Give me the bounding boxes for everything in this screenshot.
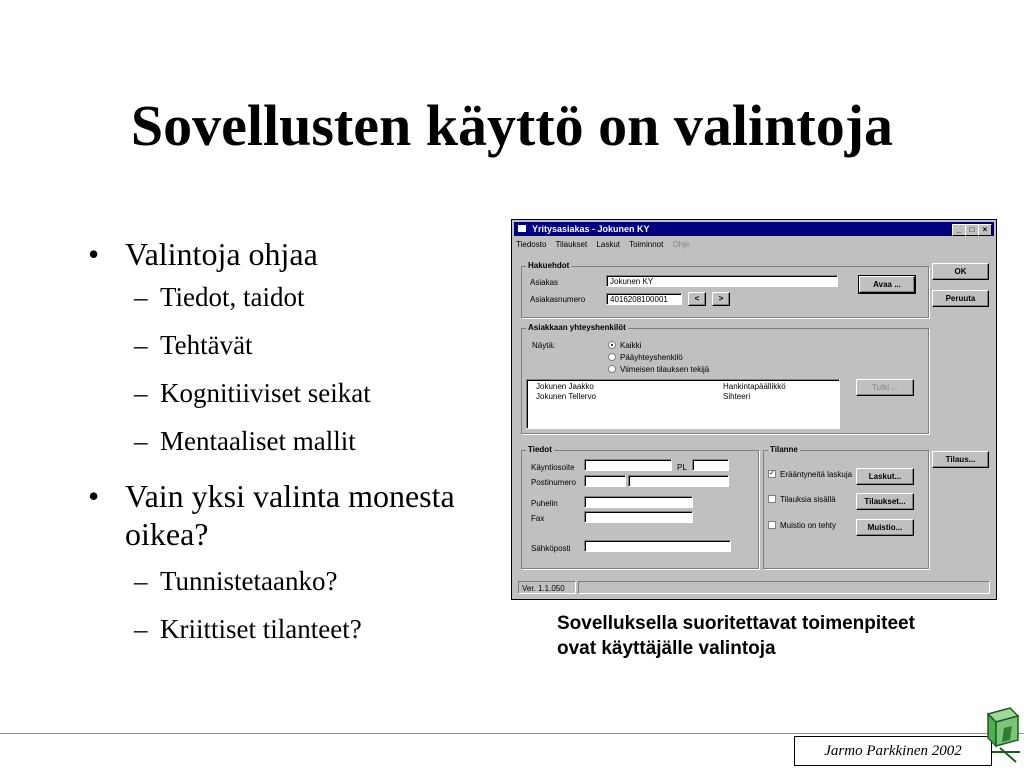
sub-bullet-text: Kriittiset tilanteet? xyxy=(160,614,362,644)
avaa-button[interactable]: Avaa ... xyxy=(859,276,915,293)
checkbox-label: Erääntyneitä laskuja xyxy=(780,470,853,479)
sub-bullet-item xyxy=(134,369,468,417)
bullet-item xyxy=(88,477,468,553)
dash-symbol: – xyxy=(134,330,148,360)
group-label: Tiedot xyxy=(528,445,552,454)
contact-name[interactable]: Jokunen Jaakko xyxy=(536,382,594,391)
minimize-button[interactable]: _ xyxy=(952,224,966,236)
fax-input[interactable] xyxy=(584,511,693,523)
sub-bullet-item xyxy=(134,321,468,369)
sub-bullet-text: Kognitiiviset seikat xyxy=(160,378,371,408)
radio-label: Viimeisen tilauksen tekijä xyxy=(620,365,710,374)
maximize-button[interactable]: □ xyxy=(965,224,979,236)
ok-button[interactable]: OK xyxy=(932,263,989,280)
dash-symbol: – xyxy=(134,614,148,644)
sub-bullet-text: Tehtävät xyxy=(160,330,253,360)
checkbox-label: Muistio on tehty xyxy=(780,521,837,530)
contact-role[interactable]: Hankintapäällikkö xyxy=(723,382,786,391)
pl-label: PL xyxy=(677,463,687,472)
tutki-button[interactable]: Tutki ... xyxy=(856,379,914,396)
bullet-symbol: • xyxy=(88,236,100,272)
window-title: Yritysasiakas - Jokunen KY xyxy=(532,224,650,234)
puhelin-label: Puhelin xyxy=(531,499,558,508)
contact-role[interactable]: Sihteeri xyxy=(723,392,751,401)
checkbox-label: Tilauksia sisällä xyxy=(780,495,836,504)
group-label: Tilanne xyxy=(770,445,798,454)
dash-symbol: – xyxy=(134,378,148,408)
sahkoposti-input[interactable] xyxy=(584,540,731,552)
contacts-list[interactable] xyxy=(526,379,840,429)
asiakas-input[interactable]: Jokunen KY xyxy=(606,275,838,287)
laskut-button[interactable]: Laskut... xyxy=(856,468,914,485)
fax-label: Fax xyxy=(531,514,545,523)
contact-name[interactable]: Jokunen Tellervo xyxy=(536,392,596,401)
status-panel xyxy=(578,581,990,594)
kayntiosoite-input[interactable] xyxy=(584,459,672,471)
asiakasnumero-label: Asiakasnumero xyxy=(530,295,586,304)
radio-kaikki[interactable] xyxy=(608,341,616,349)
dash-symbol: – xyxy=(134,426,148,456)
close-button[interactable]: × xyxy=(978,224,992,236)
menu-ohje[interactable]: Ohje xyxy=(672,240,690,249)
next-button[interactable]: > xyxy=(712,292,730,306)
puhelin-input[interactable] xyxy=(584,496,693,508)
footer-divider xyxy=(0,733,1024,734)
radio-paayhteyshenkilo[interactable] xyxy=(608,353,616,361)
bullet-item xyxy=(88,235,468,273)
bullet-list xyxy=(88,235,468,653)
postinumero-label: Postinumero xyxy=(531,478,576,487)
screenshot-caption: Sovelluksella suoritettavat toimenpiteet ovat käyttäjälle valintoja xyxy=(557,613,915,659)
postinumero-input[interactable] xyxy=(584,475,626,487)
tilaus-button[interactable]: Tilaus... xyxy=(932,451,989,468)
radio-label: Pääyhteyshenkilö xyxy=(620,353,683,362)
tilaukset-button[interactable]: Tilaukset... xyxy=(856,493,914,510)
peruuta-button[interactable]: Peruuta xyxy=(932,290,989,307)
eraantyneita-checkbox[interactable]: ✓ xyxy=(769,470,775,477)
sub-bullet-text: Tunnistetaanko? xyxy=(160,566,338,596)
asiakasnumero-input[interactable]: 4016208100001 xyxy=(606,293,682,305)
group-label: Asiakkaan yhteyshenkilöt xyxy=(528,323,626,332)
sub-bullet-text: Mentaaliset mallit xyxy=(160,426,356,456)
menu-laskut[interactable]: Laskut xyxy=(596,240,620,249)
menu-toiminnot[interactable]: Toiminnot xyxy=(629,240,664,249)
bullet-text: Vain yksi valinta monesta oikea? xyxy=(125,478,455,552)
radio-viimeisen-tilauksen-tekija[interactable] xyxy=(608,365,616,373)
sub-bullet-item xyxy=(134,417,468,465)
asiakas-label: Asiakas xyxy=(530,278,559,287)
tilauksia-checkbox[interactable] xyxy=(768,495,776,503)
bullet-text: Valintoja ohjaa xyxy=(125,236,318,272)
sub-bullet-item xyxy=(134,605,468,653)
muistio-checkbox[interactable] xyxy=(768,521,776,529)
group-label: Hakuehdot xyxy=(528,261,570,270)
sub-bullet-item xyxy=(134,273,468,321)
kayntiosoite-label: Käyntiosoite xyxy=(531,463,575,472)
app-icon xyxy=(518,225,526,232)
pl-input[interactable] xyxy=(692,459,729,471)
sub-bullet-item xyxy=(134,557,468,605)
bullet-symbol: • xyxy=(88,478,100,514)
window-titlebar[interactable] xyxy=(514,222,994,236)
menu-tilaukset[interactable]: Tilaukset xyxy=(555,240,588,249)
postitoimipaikka-input[interactable] xyxy=(628,475,729,487)
dash-symbol: – xyxy=(134,566,148,596)
menu-tiedosto[interactable]: Tiedosto xyxy=(516,240,547,249)
status-version: Ver. 1.1.050 xyxy=(518,581,576,594)
sahkoposti-label: Sähköposti xyxy=(531,544,571,553)
sub-bullet-text: Tiedot, taidot xyxy=(160,282,305,312)
menu-bar xyxy=(516,239,696,251)
footer-author: Jarmo Parkkinen 2002 xyxy=(794,736,992,766)
app-window xyxy=(511,219,997,600)
logo-icon xyxy=(982,706,1024,764)
muistio-button[interactable]: Muistio... xyxy=(856,519,914,536)
radio-label: Kaikki xyxy=(620,341,642,350)
slide-title: Sovellusten käyttö on valintoja xyxy=(130,93,894,158)
nayta-label: Näytä: xyxy=(532,341,556,350)
previous-button[interactable]: < xyxy=(688,292,706,306)
dash-symbol: – xyxy=(134,282,148,312)
